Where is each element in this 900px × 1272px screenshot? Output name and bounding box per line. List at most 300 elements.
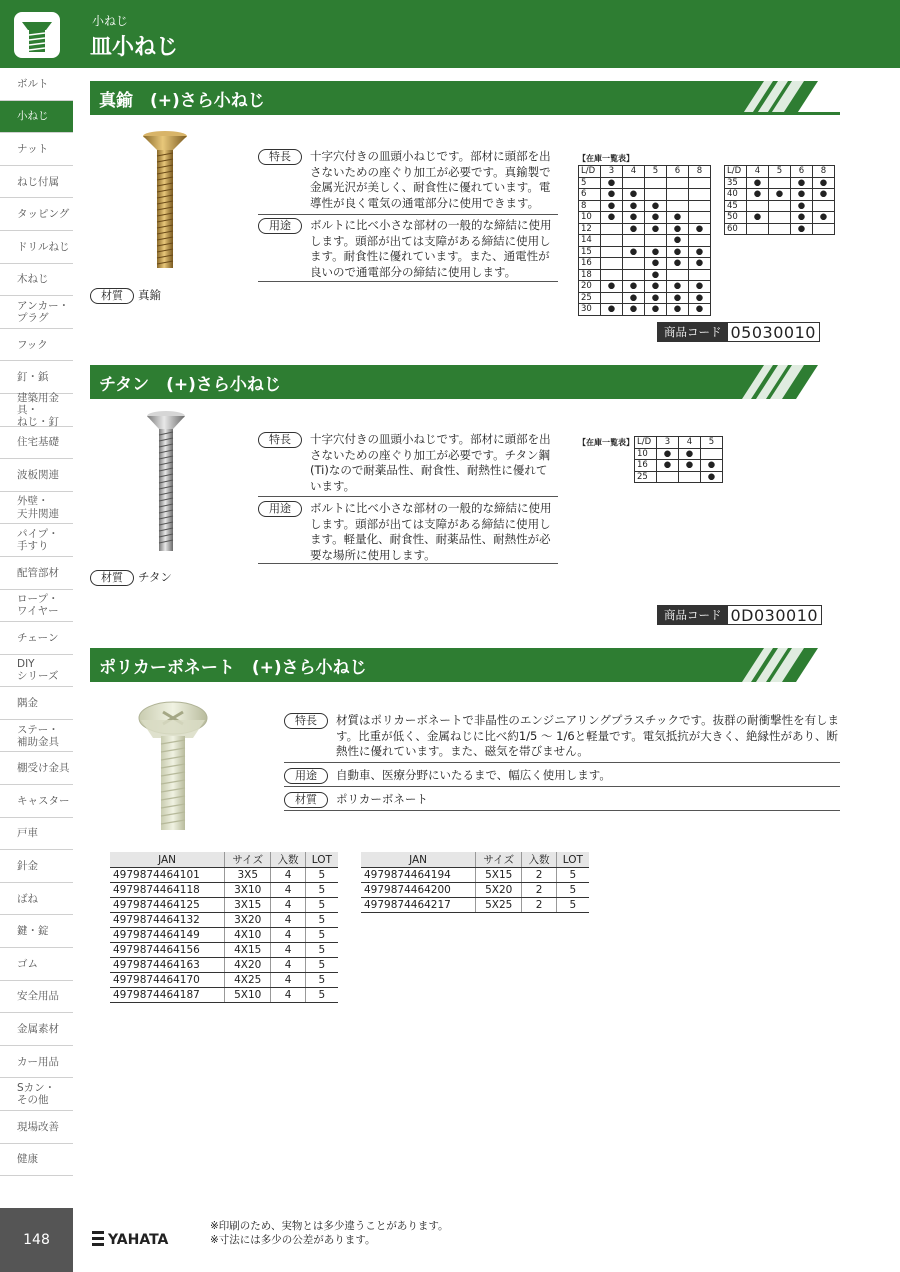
jan-header-cell: 入数 (271, 852, 305, 868)
grid-stock-cell: ● (667, 292, 689, 304)
brass-screw-image (140, 130, 190, 272)
table-cell: 5X15 (476, 868, 522, 883)
table-cell: 4 (271, 943, 305, 958)
grid-stock-cell: ● (679, 448, 701, 460)
grid-stock-cell (769, 177, 791, 189)
usage-text: 自動車、医療分野にいたるまで、幅広く使用します。 (336, 768, 611, 782)
grid-stock-cell: ● (645, 304, 667, 316)
table-cell: 4979874464163 (110, 958, 225, 973)
usage-pill: 用途 (284, 768, 328, 784)
grid-stock-cell (689, 189, 711, 201)
sidebar-item[interactable]: ばね (0, 883, 73, 916)
grid-length-cell: 30 (579, 304, 601, 316)
table-cell: 4X10 (225, 928, 271, 943)
grid-stock-cell (689, 200, 711, 212)
grid-stock-cell (623, 235, 645, 247)
grid-stock-cell (689, 235, 711, 247)
grid-row (579, 200, 711, 212)
grid-row (725, 223, 835, 235)
sidebar-item[interactable]: 健康 (0, 1144, 73, 1177)
table-row (110, 883, 338, 898)
material-row (90, 569, 172, 586)
table-cell: 4 (271, 988, 305, 1003)
divider (284, 786, 840, 787)
usage-pill: 用途 (258, 218, 302, 234)
usage-row (258, 501, 558, 563)
grid-stock-cell: ● (645, 223, 667, 235)
grid-stock-cell: ● (689, 258, 711, 270)
footer-note: ※印刷のため、実物とは多少違うことがあります。 (210, 1220, 449, 1232)
grid-stock-cell: ● (791, 223, 813, 235)
sidebar-item[interactable]: ゴム (0, 948, 73, 981)
brand-logo (92, 1230, 168, 1250)
sidebar-item[interactable]: 住宅基礎 (0, 427, 73, 460)
table-cell: 5 (305, 868, 338, 883)
sidebar-item[interactable]: ボルト (0, 68, 73, 101)
sidebar-item[interactable]: フック (0, 329, 73, 362)
table-cell: 2 (522, 868, 556, 883)
grid-stock-cell: ● (601, 281, 623, 293)
grid-stock-cell (601, 235, 623, 247)
grid-row (579, 246, 711, 258)
feature-row (258, 432, 558, 494)
table-cell: 3X10 (225, 883, 271, 898)
jan-header-cell: LOT (556, 852, 589, 868)
grid-stock-cell: ● (747, 212, 769, 224)
table-cell: 4979874464170 (110, 973, 225, 988)
sidebar-item[interactable]: タッピング (0, 198, 73, 231)
grid-stock-cell: ● (623, 200, 645, 212)
grid-length-cell: 20 (579, 281, 601, 293)
grid-stock-cell: ● (601, 304, 623, 316)
table-cell: 4979874464132 (110, 913, 225, 928)
table-cell: 4979874464118 (110, 883, 225, 898)
grid-row (725, 189, 835, 201)
jan-table-left (110, 852, 338, 1003)
grid-header-cell: L/D (635, 437, 657, 449)
material-value: ポリカーボネート (336, 792, 428, 806)
divider (258, 563, 558, 564)
grid-stock-cell: ● (791, 189, 813, 201)
feature-pill: 特長 (258, 432, 302, 448)
grid-stock-cell (645, 235, 667, 247)
feature-text: 材質はポリカーボネートで非晶性のエンジニアリングプラスチックです。抜群の耐衝撃性を有します。比重が低く、金属ねじに比べ約1/5 ～ 1/6と軽量です。電気抵抗が大きく、絶縁性があり、断熱性に優れています。また、磁気を帯びません。 (336, 713, 840, 758)
page-number: 148 (0, 1208, 73, 1272)
section-title: チタン (+)さら小ねじ (99, 375, 281, 395)
table-cell: 5 (305, 973, 338, 988)
grid-row (725, 177, 835, 189)
feature-row (284, 713, 840, 760)
table-cell: 4 (271, 973, 305, 988)
product-code-label: 商品コード (658, 323, 728, 341)
jan-header-cell: JAN (361, 852, 476, 868)
grid-stock-cell (667, 177, 689, 189)
sidebar-item[interactable]: 木ねじ (0, 264, 73, 297)
jan-header-cell: サイズ (225, 852, 271, 868)
grid-stock-cell: ● (667, 304, 689, 316)
usage-row (258, 218, 558, 280)
grid-length-cell: 18 (579, 269, 601, 281)
sidebar-item[interactable]: 戸車 (0, 818, 73, 851)
material-pill: 材質 (90, 570, 134, 586)
table-cell: 4 (271, 913, 305, 928)
sidebar-item[interactable]: 外壁・ 天井関連 (0, 492, 73, 525)
sidebar-item[interactable]: ロープ・ ワイヤー (0, 590, 73, 623)
table-cell: 5 (556, 898, 589, 913)
grid-stock-cell: ● (601, 189, 623, 201)
table-cell: 5 (305, 928, 338, 943)
sidebar-item[interactable]: 現場改善 (0, 1111, 73, 1144)
grid-stock-cell: ● (645, 246, 667, 258)
grid-length-cell: 16 (635, 460, 657, 472)
table-cell: 5X10 (225, 988, 271, 1003)
grid-header-cell: 5 (769, 166, 791, 178)
table-row (361, 868, 589, 883)
grid-stock-cell: ● (645, 269, 667, 281)
table-cell: 5 (305, 883, 338, 898)
grid-header-cell: 4 (747, 166, 769, 178)
grid-stock-cell: ● (645, 281, 667, 293)
table-cell: 4979874464156 (110, 943, 225, 958)
grid-header-cell: 6 (667, 166, 689, 178)
grid-length-cell: 14 (579, 235, 601, 247)
grid-stock-cell: ● (657, 448, 679, 460)
grid-row (579, 304, 711, 316)
grid-header-cell: 5 (701, 437, 723, 449)
sidebar-item[interactable]: DIY シリーズ (0, 655, 73, 688)
sidebar-item[interactable]: キャスター (0, 785, 73, 818)
jan-header-cell: サイズ (476, 852, 522, 868)
grid-row (579, 177, 711, 189)
grid-stock-cell: ● (791, 200, 813, 212)
grid-stock-cell: ● (645, 292, 667, 304)
section-header-polycarbonate (90, 648, 840, 682)
stock-grid (634, 436, 723, 483)
product-code-value: 0D030010 (728, 606, 822, 624)
grid-stock-cell: ● (667, 212, 689, 224)
divider (284, 810, 840, 811)
sidebar-item[interactable]: 小ねじ (0, 101, 73, 134)
table-cell: 3X5 (225, 868, 271, 883)
divider (258, 496, 558, 497)
grid-stock-cell (769, 223, 791, 235)
stock-grid (578, 165, 711, 316)
table-cell: 5 (305, 898, 338, 913)
grid-stock-cell: ● (601, 212, 623, 224)
grid-stock-cell (679, 471, 701, 483)
sidebar-item[interactable]: パイプ・ 手すり (0, 524, 73, 557)
usage-text: ボルトに比べ小さな部材の一般的な締結に使用します。頭部が出ては支障がある締結に使用します。耐食性に優れています。また、通電性が良いので通電部分の締結に使用します。 (310, 218, 552, 279)
grid-stock-cell: ● (667, 258, 689, 270)
jan-header-cell: LOT (305, 852, 338, 868)
material-pill: 材質 (90, 288, 134, 304)
section-header-titanium (90, 365, 840, 399)
grid-header-cell: 6 (791, 166, 813, 178)
grid-stock-cell: ● (701, 460, 723, 472)
divider (258, 214, 558, 215)
grid-length-cell: 15 (579, 246, 601, 258)
grid-row (579, 235, 711, 247)
grid-length-cell: 10 (579, 212, 601, 224)
grid-stock-cell: ● (645, 212, 667, 224)
grid-row (635, 448, 723, 460)
sidebar-item[interactable]: 隅金 (0, 687, 73, 720)
grid-stock-cell (689, 269, 711, 281)
table-cell: 4 (271, 958, 305, 973)
usage-row (284, 768, 840, 784)
product-code-label: 商品コード (658, 606, 728, 624)
grid-row (579, 269, 711, 281)
feature-text: 十字穴付きの皿頭小ねじです。部材に頭部を出さないための座ぐり加工が必要です。真鍮製で金属光沢が美しく、耐食性に優れています。電導性が良く電気の通電部分に使用できます。 (310, 149, 551, 210)
stock-caption: 【在庫一覧表】 (578, 154, 634, 163)
sidebar-item[interactable]: ステー・ 補助金具 (0, 720, 73, 753)
grid-stock-cell (623, 258, 645, 270)
sidebar-item[interactable]: 金属素材 (0, 1013, 73, 1046)
feature-pill: 特長 (258, 149, 302, 165)
table-row (110, 958, 338, 973)
grid-stock-cell: ● (601, 177, 623, 189)
screw-category-icon (14, 12, 60, 58)
table-cell: 5 (305, 958, 338, 973)
grid-stock-cell (645, 177, 667, 189)
grid-stock-cell: ● (667, 235, 689, 247)
grid-stock-cell (645, 189, 667, 201)
stripe-decoration (380, 648, 840, 682)
table-cell: 5X20 (476, 883, 522, 898)
grid-stock-cell (667, 269, 689, 281)
grid-stock-cell: ● (645, 258, 667, 270)
grid-stock-cell (601, 269, 623, 281)
grid-stock-cell: ● (623, 292, 645, 304)
grid-stock-cell: ● (623, 223, 645, 235)
stripe-decoration (380, 365, 840, 399)
table-cell: 4 (271, 883, 305, 898)
sidebar-item[interactable]: 釘・鋲 (0, 361, 73, 394)
table-cell: 2 (522, 883, 556, 898)
grid-length-cell: 5 (579, 177, 601, 189)
feature-row (258, 149, 558, 211)
table-cell: 3X15 (225, 898, 271, 913)
grid-stock-cell (813, 223, 835, 235)
sidebar-item[interactable]: 針金 (0, 850, 73, 883)
sidebar-item[interactable]: 安全用品 (0, 981, 73, 1014)
grid-stock-cell: ● (657, 460, 679, 472)
grid-stock-cell (667, 200, 689, 212)
logo-mark-icon (92, 1230, 104, 1250)
table-row (110, 973, 338, 988)
grid-stock-cell: ● (679, 460, 701, 472)
grid-stock-cell: ● (601, 200, 623, 212)
grid-row (579, 281, 711, 293)
section-title: 真鍮 (+)さら小ねじ (99, 91, 265, 111)
grid-length-cell: 16 (579, 258, 601, 270)
grid-row (579, 292, 711, 304)
table-cell: 4979874464101 (110, 868, 225, 883)
table-row (110, 913, 338, 928)
sidebar-item[interactable]: 建築用金具・ ねじ・釘 (0, 394, 73, 427)
grid-length-cell: 10 (635, 448, 657, 460)
table-cell: 4979874464194 (361, 868, 476, 883)
table-row (361, 898, 589, 913)
material-value: チタン (138, 570, 172, 584)
jan-header-cell: 入数 (522, 852, 556, 868)
sidebar-item[interactable]: アンカー・ プラグ (0, 296, 73, 329)
grid-stock-cell (601, 258, 623, 270)
table-row (110, 928, 338, 943)
grid-row (725, 212, 835, 224)
feature-pill: 特長 (284, 713, 328, 729)
jan-header-cell: JAN (110, 852, 225, 868)
table-row (361, 883, 589, 898)
grid-length-cell: 25 (579, 292, 601, 304)
footer-note: ※寸法には多少の公差があります。 (210, 1234, 376, 1246)
page-title: 皿小ねじ (90, 35, 179, 60)
sidebar-item[interactable]: ナット (0, 133, 73, 166)
grid-stock-cell: ● (645, 200, 667, 212)
grid-stock-cell (769, 200, 791, 212)
page-header (0, 0, 900, 68)
grid-stock-cell: ● (667, 281, 689, 293)
grid-stock-cell: ● (623, 281, 645, 293)
table-cell: 4979874464187 (110, 988, 225, 1003)
grid-stock-cell: ● (667, 246, 689, 258)
grid-stock-cell (623, 269, 645, 281)
stock-grid (724, 165, 835, 235)
grid-stock-cell (657, 471, 679, 483)
sidebar-item[interactable]: 波板関連 (0, 459, 73, 492)
grid-length-cell: 6 (579, 189, 601, 201)
section-title: ポリカーボネート (+)さら小ねじ (99, 658, 367, 678)
table-cell: 2 (522, 898, 556, 913)
product-code (657, 322, 820, 342)
table-cell: 4X25 (225, 973, 271, 988)
grid-header-cell: L/D (725, 166, 747, 178)
sidebar-item[interactable]: ドリルねじ (0, 231, 73, 264)
grid-stock-cell: ● (623, 304, 645, 316)
grid-length-cell: 45 (725, 200, 747, 212)
divider (284, 762, 840, 763)
stock-caption: 【在庫一覧表】 (578, 438, 634, 447)
material-row (90, 287, 161, 304)
table-row (110, 943, 338, 958)
material-row (284, 792, 840, 808)
sidebar-item[interactable]: ねじ付属 (0, 166, 73, 199)
sidebar-item[interactable]: チェーン (0, 622, 73, 655)
grid-stock-cell (747, 200, 769, 212)
grid-stock-cell (667, 189, 689, 201)
usage-text: ボルトに比べ小さな部材の一般的な締結に使用します。頭部が出ては支障がある締結に使用します。軽量化、耐食性、耐薬品性、耐熱性が必要な場所に使用します。 (310, 501, 552, 562)
grid-stock-cell: ● (701, 471, 723, 483)
material-pill: 材質 (284, 792, 328, 808)
sidebar-item[interactable]: 鍵・錠 (0, 915, 73, 948)
grid-stock-cell: ● (813, 212, 835, 224)
grid-row (579, 223, 711, 235)
footer-notes (210, 1219, 449, 1247)
grid-stock-cell: ● (747, 177, 769, 189)
grid-row (725, 200, 835, 212)
grid-stock-cell: ● (747, 189, 769, 201)
grid-length-cell: 12 (579, 223, 601, 235)
sidebar-item[interactable]: 配管部材 (0, 557, 73, 590)
grid-header-cell: 3 (657, 437, 679, 449)
table-cell: 5X25 (476, 898, 522, 913)
grid-stock-cell (701, 448, 723, 460)
grid-header-cell: L/D (579, 166, 601, 178)
grid-stock-cell (769, 212, 791, 224)
grid-header-cell: 5 (645, 166, 667, 178)
table-row (110, 988, 338, 1003)
grid-stock-cell: ● (769, 189, 791, 201)
grid-stock-cell: ● (791, 212, 813, 224)
polycarbonate-screw-image (133, 698, 213, 834)
table-cell: 4979874464125 (110, 898, 225, 913)
grid-stock-cell (623, 177, 645, 189)
product-code-value: 05030010 (728, 323, 819, 341)
grid-stock-cell: ● (689, 292, 711, 304)
grid-row (635, 471, 723, 483)
grid-row (579, 212, 711, 224)
sidebar-item[interactable]: カー用品 (0, 1046, 73, 1079)
grid-row (579, 258, 711, 270)
grid-stock-cell: ● (623, 189, 645, 201)
grid-length-cell: 60 (725, 223, 747, 235)
table-cell: 4X15 (225, 943, 271, 958)
grid-stock-cell: ● (813, 177, 835, 189)
grid-stock-cell: ● (667, 223, 689, 235)
grid-length-cell: 50 (725, 212, 747, 224)
grid-stock-cell: ● (689, 281, 711, 293)
grid-header-cell: 8 (813, 166, 835, 178)
grid-length-cell: 8 (579, 200, 601, 212)
table-cell: 5 (305, 943, 338, 958)
grid-stock-cell (747, 223, 769, 235)
stripe-decoration (380, 81, 840, 115)
table-cell: 5 (556, 868, 589, 883)
sidebar-item[interactable]: 棚受け金具 (0, 752, 73, 785)
category-label: 小ねじ (92, 14, 129, 28)
table-cell: 4979874464200 (361, 883, 476, 898)
sidebar-item[interactable]: Sカン・ その他 (0, 1078, 73, 1111)
grid-row (635, 460, 723, 472)
table-row (110, 898, 338, 913)
grid-row (579, 189, 711, 201)
table-cell: 4 (271, 928, 305, 943)
table-cell: 5 (556, 883, 589, 898)
material-value: 真鍮 (138, 288, 161, 302)
grid-stock-cell: ● (623, 212, 645, 224)
grid-stock-cell (813, 200, 835, 212)
table-cell: 5 (305, 988, 338, 1003)
grid-header-cell: 3 (601, 166, 623, 178)
table-cell: 5 (305, 913, 338, 928)
grid-header-cell: 8 (689, 166, 711, 178)
grid-length-cell: 40 (725, 189, 747, 201)
table-cell: 4979874464217 (361, 898, 476, 913)
feature-text: 十字穴付きの皿頭小ねじです。部材に頭部を出さないための座ぐり加工が必要です。チタン鋼(Ti)なので耐薬品性、耐食性、耐熱性に優れています。 (310, 432, 551, 493)
product-code (657, 605, 822, 625)
grid-length-cell: 35 (725, 177, 747, 189)
titanium-screw-image (145, 410, 187, 555)
grid-stock-cell: ● (689, 246, 711, 258)
table-cell: 4 (271, 868, 305, 883)
table-cell: 3X20 (225, 913, 271, 928)
grid-stock-cell (601, 246, 623, 258)
section-header-brass (90, 81, 840, 115)
brand-name: YAHATA (108, 1232, 169, 1248)
grid-stock-cell: ● (689, 223, 711, 235)
table-cell: 4X20 (225, 958, 271, 973)
grid-header-cell: 4 (623, 166, 645, 178)
